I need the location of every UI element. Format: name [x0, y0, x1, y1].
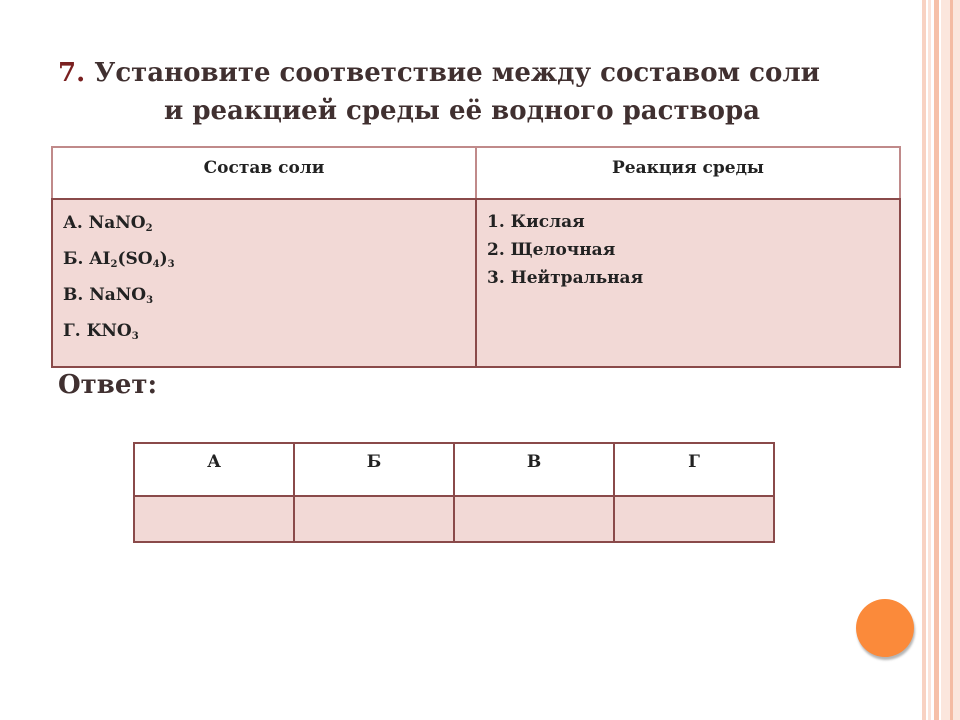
- matching-table: [51, 146, 901, 368]
- answer-label: Ответ:: [58, 370, 158, 400]
- salt-a-sub: 2: [145, 223, 153, 234]
- answer-header-row: [134, 443, 774, 496]
- decor-stripe-3: [934, 0, 939, 720]
- salt-a-text: А. NaNO: [63, 213, 146, 233]
- matching-body-row: [52, 199, 900, 367]
- answer-header-a: А: [134, 443, 294, 496]
- answer-table: [133, 442, 775, 543]
- answer-header-g: Г: [614, 443, 774, 496]
- matching-header-row: [52, 147, 900, 199]
- reaction-item-3: 3. Нейтральная: [487, 268, 644, 288]
- answer-cell-g[interactable]: [614, 496, 774, 542]
- salt-g-sub: 3: [131, 331, 139, 342]
- answer-input-row: [134, 496, 774, 542]
- title-text-1: Установите соответствие между составом соли: [94, 58, 820, 88]
- header-salt-composition: Состав соли: [52, 147, 476, 199]
- reaction-list-cell: [476, 199, 900, 367]
- salt-b-sub2: 4: [152, 259, 160, 270]
- reaction-item-1: 1. Кислая: [487, 212, 585, 232]
- salt-list-cell: [52, 199, 476, 367]
- answer-cell-b[interactable]: [294, 496, 454, 542]
- decor-stripe-5: [950, 0, 953, 720]
- answer-header-b: Б: [294, 443, 454, 496]
- question-number: 7.: [58, 58, 86, 88]
- salt-b-text: Б. AI: [63, 249, 111, 269]
- salt-item-b: [63, 244, 465, 280]
- slide-title: [58, 54, 918, 130]
- reaction-item-2: 2. Щелочная: [487, 240, 616, 260]
- header-medium-reaction: Реакция среды: [476, 147, 900, 199]
- orange-circle-decoration: [856, 599, 914, 657]
- salt-v-sub: 3: [146, 295, 154, 306]
- salt-b-sub: 2: [110, 259, 118, 270]
- answer-header-v: В: [454, 443, 614, 496]
- answer-cell-v[interactable]: [454, 496, 614, 542]
- salt-b-tail: (SO: [117, 249, 153, 269]
- salt-item-g: [63, 316, 465, 352]
- decor-stripe-1: [922, 0, 926, 720]
- title-line-2: и реакцией среды её водного раствора: [164, 96, 761, 126]
- salt-item-v: [63, 280, 465, 316]
- decor-stripe-2: [928, 0, 931, 720]
- salt-b-tail2: ): [159, 249, 168, 269]
- salt-v-text: В. NaNO: [63, 285, 147, 305]
- title-line-1: [58, 54, 918, 92]
- salt-b-sub3: 3: [167, 259, 175, 270]
- answer-cell-a[interactable]: [134, 496, 294, 542]
- salt-g-text: Г. KNO: [63, 321, 132, 341]
- salt-item-a: [63, 208, 465, 244]
